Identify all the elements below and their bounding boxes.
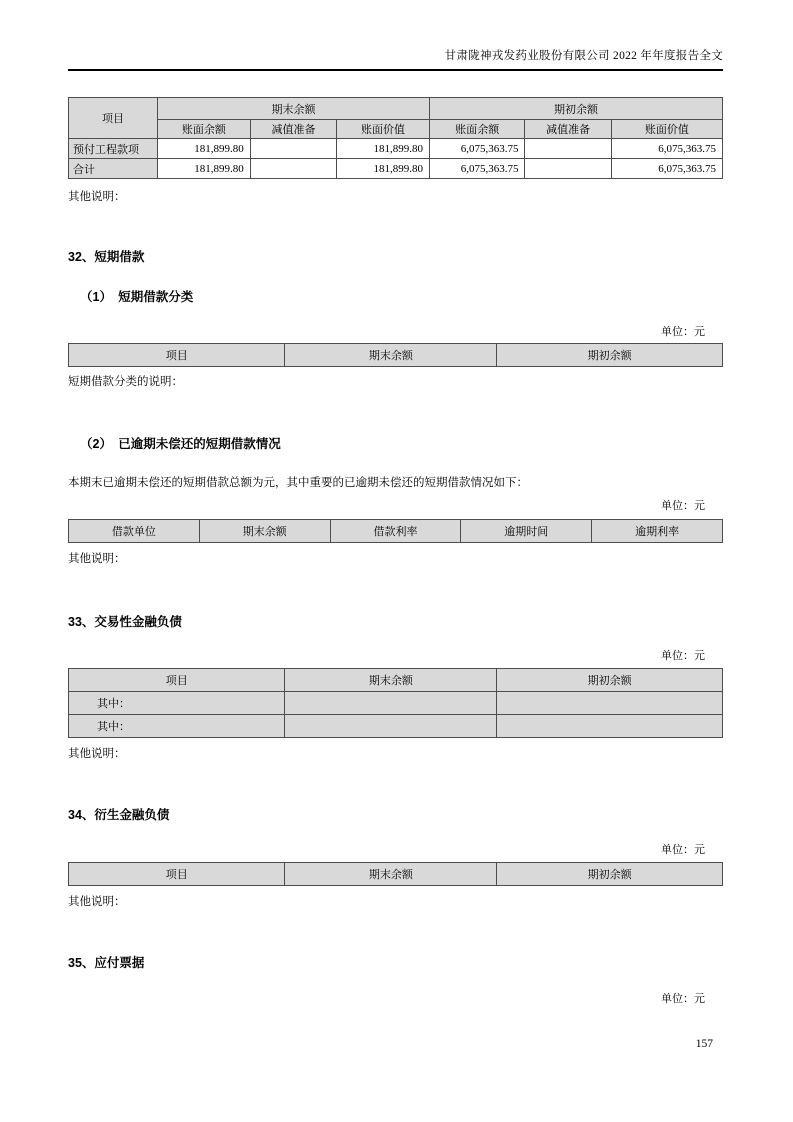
col-header-book-value: 账面价值 (337, 120, 430, 139)
other-note: 其他说明： (68, 191, 126, 203)
cell-value: 6,075,363.75 (429, 159, 524, 179)
unit-label: 单位：元 (661, 326, 705, 338)
cell-empty (497, 692, 723, 715)
row-total-label: 合计 (69, 159, 158, 179)
col-header-opening-balance: 期初余额 (497, 344, 723, 367)
header-divider (68, 69, 723, 71)
unit-label: 单位：元 (661, 500, 705, 512)
col-header-item: 项目 (69, 863, 285, 886)
col-header-impairment: 减值准备 (525, 120, 611, 139)
cell-value: 181,899.80 (337, 159, 430, 179)
section-34-title: 34、衍生金融负债 (68, 808, 170, 822)
col-header-closing-balance: 期末余额 (285, 669, 497, 692)
unit-label: 单位：元 (661, 650, 705, 662)
table-row-total (69, 159, 723, 179)
unit-label: 单位：元 (661, 993, 705, 1005)
cell-value (525, 159, 611, 179)
section-32-1-title: （1） 短期借款分类 (80, 290, 194, 304)
unit-label: 单位：元 (661, 844, 705, 856)
cell-value (525, 139, 611, 159)
cell-value (250, 159, 336, 179)
col-header-closing-balance: 期末余额 (285, 863, 497, 886)
table-row (69, 692, 723, 715)
col-header-item: 项目 (69, 344, 285, 367)
cell-value: 6,075,363.75 (611, 159, 722, 179)
cell-value: 181,899.80 (157, 139, 250, 159)
col-header-closing-balance: 期末余额 (199, 520, 330, 543)
col-header-item: 项目 (69, 98, 158, 139)
col-header-overdue-time: 逾期时间 (461, 520, 592, 543)
other-note: 其他说明： (68, 748, 126, 760)
col-header-item: 项目 (69, 669, 285, 692)
col-header-interest-rate: 借款利率 (330, 520, 461, 543)
row-label-including: 其中： (69, 715, 285, 738)
overdue-borrowings-table (68, 519, 723, 543)
section-32-2-title: （2） 已逾期未偿还的短期借款情况 (80, 437, 281, 451)
section-35-title: 35、应付票据 (68, 956, 145, 970)
cell-empty (285, 692, 497, 715)
short-term-borrowings-table (68, 343, 723, 367)
trading-financial-liabilities-table (68, 668, 723, 738)
col-header-book-value: 账面价值 (611, 120, 722, 139)
prepayments-table (68, 97, 723, 179)
table-row (69, 139, 723, 159)
col-header-book-balance: 账面余额 (157, 120, 250, 139)
cell-value: 181,899.80 (157, 159, 250, 179)
other-note: 其他说明： (68, 553, 126, 565)
col-header-opening-balance: 期初余额 (497, 863, 723, 886)
section-32-title: 32、短期借款 (68, 250, 145, 264)
short-term-borrowings-note: 短期借款分类的说明： (68, 376, 183, 388)
col-header-lender: 借款单位 (69, 520, 200, 543)
cell-value: 181,899.80 (337, 139, 430, 159)
col-group-closing-balance: 期末余额 (157, 98, 429, 120)
col-header-overdue-rate: 逾期利率 (592, 520, 723, 543)
row-label-including: 其中： (69, 692, 285, 715)
cell-value (250, 139, 336, 159)
report-header-title: 甘肃陇神戎发药业股份有限公司 2022 年年度报告全文 (444, 50, 723, 62)
col-header-impairment: 减值准备 (250, 120, 336, 139)
cell-value: 6,075,363.75 (429, 139, 524, 159)
section-33-title: 33、交易性金融负债 (68, 615, 182, 629)
cell-empty (285, 715, 497, 738)
derivative-financial-liabilities-table (68, 862, 723, 886)
page-number: 157 (695, 1038, 713, 1050)
other-note: 其他说明： (68, 896, 126, 908)
row-item-label: 预付工程款项 (69, 139, 158, 159)
col-group-opening-balance: 期初余额 (429, 98, 722, 120)
col-header-book-balance: 账面余额 (429, 120, 524, 139)
table-row (69, 715, 723, 738)
overdue-paragraph: 本期末已逾期未偿还的短期借款总额为元，其中重要的已逾期未偿还的短期借款情况如下： (68, 477, 528, 489)
col-header-opening-balance: 期初余额 (497, 669, 723, 692)
cell-empty (497, 715, 723, 738)
col-header-closing-balance: 期末余额 (285, 344, 497, 367)
cell-value: 6,075,363.75 (611, 139, 722, 159)
